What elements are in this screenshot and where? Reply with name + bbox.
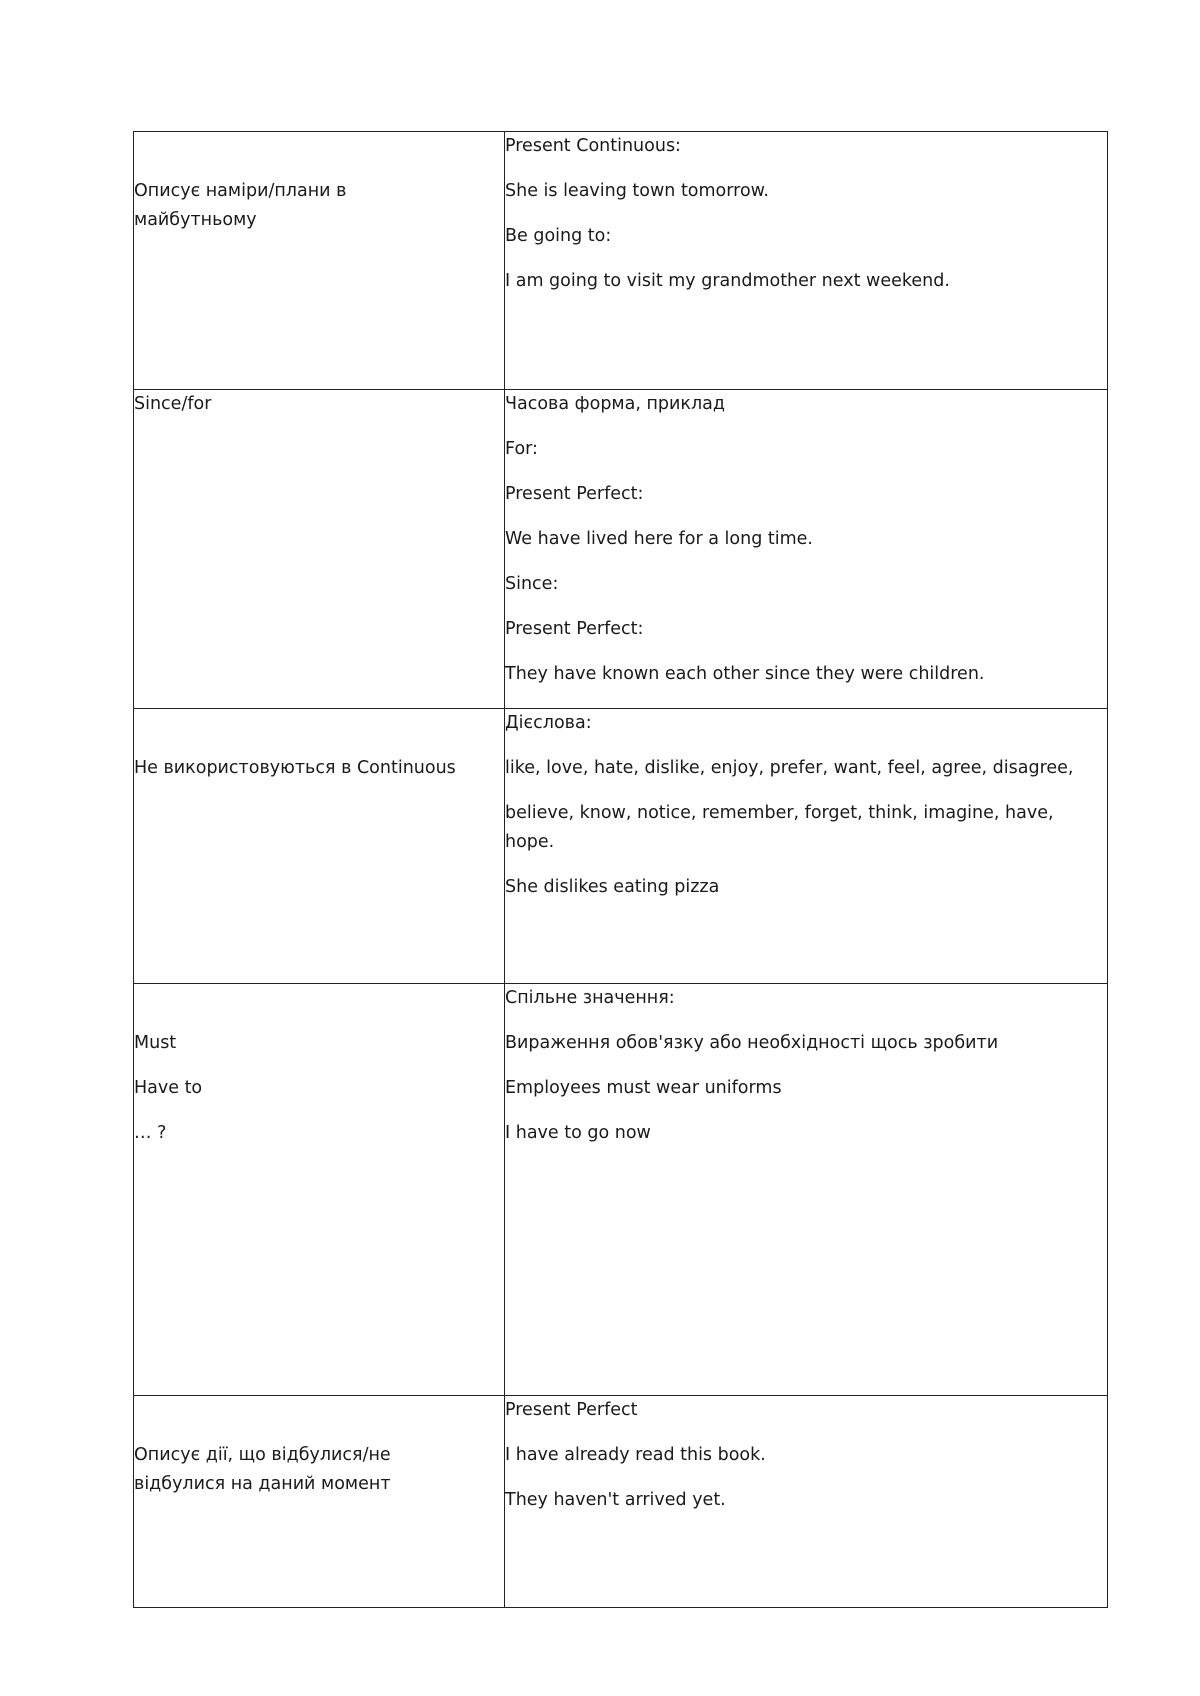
example-line: like, love, hate, dislike, enjoy, prefer, want, feel, agree, disagree,: [505, 758, 1074, 778]
example-line: Present Continuous:: [505, 136, 681, 156]
example-line: She is leaving town tomorrow.: [505, 181, 769, 201]
example-line: I am going to visit my grandmother next weekend.: [505, 271, 950, 291]
topic-text: Описує наміри/плани в майбутньому: [134, 181, 347, 230]
example-line: Since:: [505, 574, 559, 594]
table-row: [134, 709, 1108, 984]
row-topic-cell: [134, 1396, 505, 1608]
row-topic-cell: [134, 132, 505, 390]
topic-text: Since/for: [134, 394, 212, 414]
table-row: [134, 132, 1108, 390]
topic-text: Описує дії, що відбулися/не відбулися на даний момент: [134, 1445, 391, 1494]
example-line: They haven't arrived yet.: [505, 1490, 726, 1510]
example-line: Спільне значення:: [505, 988, 675, 1008]
row-example-cell: [505, 1396, 1108, 1608]
example-line: Present Perfect:: [505, 484, 644, 504]
table-row: [134, 1396, 1108, 1608]
row-example-cell: [505, 984, 1108, 1396]
example-line: She dislikes eating pizza: [505, 877, 720, 897]
row-topic-cell: [134, 984, 505, 1396]
example-line: They have known each other since they were children.: [505, 664, 985, 684]
example-line: We have lived here for a long time.: [505, 529, 813, 549]
example-line: I have already read this book.: [505, 1445, 766, 1465]
row-topic-cell: [134, 709, 505, 984]
example-line: Вираження обов'язку або необхідності щось зробити: [505, 1033, 999, 1053]
example-line: Дієслова:: [505, 713, 592, 733]
topic-text: … ?: [134, 1123, 167, 1143]
example-line: Be going to:: [505, 226, 612, 246]
example-line: Present Perfect: [505, 1400, 638, 1420]
example-line: For:: [505, 439, 538, 459]
topic-text: Must: [134, 1033, 177, 1053]
example-line: Часова форма, приклад: [505, 394, 725, 414]
table-row: [134, 984, 1108, 1396]
topic-text: Have to: [134, 1078, 203, 1098]
row-example-cell: [505, 132, 1108, 390]
example-line: believe, know, notice, remember, forget, think, imagine, have, hope.: [505, 803, 1054, 852]
topic-text: Не використовуються в Continuous: [134, 758, 456, 778]
example-line: Employees must wear uniforms: [505, 1078, 782, 1098]
example-line: I have to go now: [505, 1123, 651, 1143]
row-example-cell: [505, 709, 1108, 984]
row-example-cell: [505, 390, 1108, 709]
table-row: [134, 390, 1108, 709]
grammar-table: [133, 131, 1108, 1608]
example-line: Present Perfect:: [505, 619, 644, 639]
row-topic-cell: [134, 390, 505, 709]
